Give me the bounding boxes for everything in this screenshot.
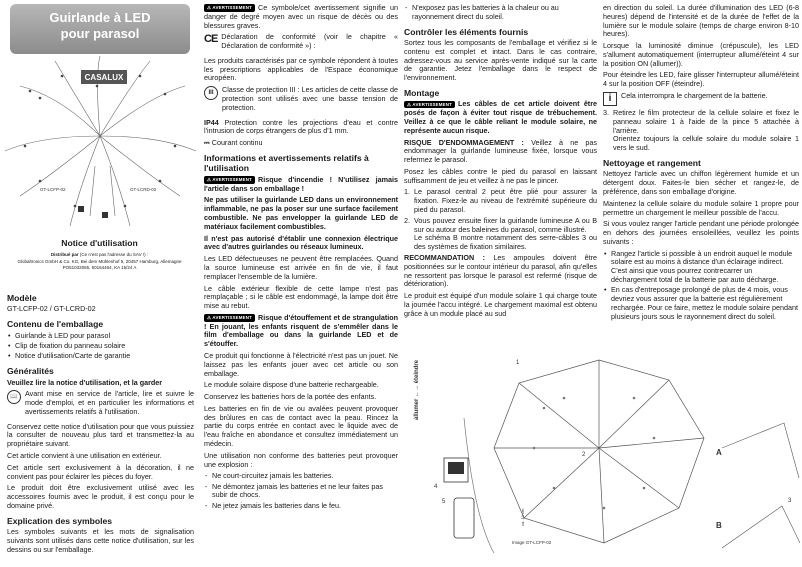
reco-label: RECOMMANDATION : — [404, 252, 485, 262]
solar1-text: Le module solaire dispose d'une batterie rechargeable. — [204, 380, 379, 390]
swallow-text: Les batteries en fin de vie ou avalées peuvent provoquer des brûlures en cas de contact avec la peau. Rincez la partie du corps entrée en contact avec le liquide avec de l'eau fraîche en abondance et consultez immédiatement un médecin. — [204, 403, 398, 448]
warning-badge: ⚠ AVERTISSEMENT — [204, 176, 255, 183]
strang-head: Risque d'étouffement et de strangulation ! En jouant, les enfants risquent de s'emmêler dans le film d'emballage ou dans la guirlande LED et de s'étouffer. — [204, 312, 398, 349]
sym-class: Classe de protection III : Les articles de cette classe de protection sont utilisés avec une basse tension de protection. — [222, 85, 398, 112]
sym-warn: Ce symbole/cet avertissement signifie un danger de degré moyen avec un risque de décès ou des blessures graves. — [204, 3, 398, 30]
list-item: - Ne jetez jamais les batteries dans le feu. — [204, 502, 398, 511]
store-list — [603, 250, 799, 322]
general-p3: Cet article convient à une utilisation en extérieur. — [7, 451, 162, 461]
fig-caption: Image GT-LCFP-02 — [512, 540, 552, 545]
list-item: - Ne court-circuitez jamais les batteries. — [204, 472, 398, 481]
notice-title: Notice d'utilisation — [61, 238, 138, 248]
heading-general: Généralités — [7, 366, 54, 377]
elec-text: Ce produit qui fonctionne à l'électricité n'est pas un jouet. Ne laissez pas les enfants jouer avec cet article ou son emballage. — [204, 350, 398, 378]
column-1 — [0, 0, 199, 567]
model-left-label: GT-LCFP-02 — [40, 187, 66, 192]
heading-contenu: Contenu de l'emballage — [7, 319, 104, 330]
info-text: Cela interrompra le chargement de la batterie. — [621, 91, 768, 101]
misuse-list — [204, 472, 398, 510]
symboles-p: Les symboles suivants et les mots de signalisation suivants sont utilisés dans cette notice d'utilisation, sur les dessins ou sur l'emballage. — [7, 527, 194, 554]
general-p2: Conservez cette notice d'utilisation pour que vous puissiez la consulter de nouveau plus tard et transmettez-la au propriétaire suivant. — [7, 421, 194, 449]
fig-label-B: B — [716, 521, 722, 530]
fig-label-4: 4 — [434, 484, 438, 490]
heading-clean: Nettoyage et rangement — [603, 157, 701, 168]
dc-text: Courant continu — [211, 138, 263, 148]
warning-badge: ⚠ AVERTISSEMENT — [204, 314, 255, 321]
c4-p3: Pour éteindre les LED, faire glisser l'interrupteur allumé/éteint 4 sur la position OFF (éteindre). — [603, 70, 799, 89]
general-p4: Cet article sert exclusivement à la décoration, il ne convient pas pour éclairer les pièces du foyer. — [7, 462, 194, 481]
class-iii-icon: III — [204, 86, 218, 100]
heading-symboles: Explication des symboles — [7, 515, 113, 526]
list-item: • En cas d'entreposage prolongé de plus de 4 mois, vous devriez vous assurer que la batterie est régulièrement rechargée. Pour ce faire, mettez le module solaire pendant plusieurs jours sous le rayonnement direct du soleil. — [603, 286, 799, 321]
umbrella-diagram — [404, 338, 800, 567]
connect-text: Il n'est pas autorisé d'établir une connexion électrique avec d'autres guirlandes ou réseaux lumineux. — [204, 233, 398, 252]
step-3: 3. Retirez le film protecteur de la cellule solaire et fixez le panneau solaire 1 à l'aide de la pince 5 attachée à l'arrière. Orientez toujours la cellule solaire du module solaire 1 vers le sud. — [603, 108, 799, 153]
store-text: Si vous voulez ranger l'article pendant une période prolongée en dehors des journées ensoleillées, veuillez les points suivants : — [603, 219, 799, 246]
cover-title-line1: Guirlande à LED — [49, 10, 151, 25]
place-text: Posez les câbles contre le pied du parasol en laissant suffisamment de jeu et veillez à ne pas le pincer. — [404, 166, 597, 185]
sym-ce: Déclaration de conformité (voir le chapitre « Déclaration de conformité ») : — [221, 32, 398, 51]
step-1: 1. Le parasol central 2 peut être plié pour assurer la fixation. Fixez-le au niveau de l'extrémité supérieure du pied du parasol. — [404, 187, 597, 215]
distrib-codes: PO51032065, 50164464, KA 15/24 A — [62, 264, 137, 270]
cover-title — [10, 4, 190, 54]
info-icon: i — [603, 92, 617, 106]
step-2: 2. Vous pouvez ensuite fixer la guirlande lumineuse A ou B sur ou autour des baleines du parasol, comme illustré. Le schéma B montre notamment des serre-câbles 3 ou des systèmes de fixation similaires. — [404, 215, 597, 252]
clip-shape — [454, 498, 474, 538]
list-item: - Ne démontez jamais les batteries et ne leur faites pas subir de chocs. — [204, 483, 398, 501]
list-item: • Guirlande à LED pour parasol — [7, 332, 194, 341]
general-p5: Le produit doit être exclusivement utilisé avec les accessoires fournis avec le produit, il est conçu pour le domaine privé. — [7, 483, 194, 510]
clean-text: Nettoyez l'article avec un chiffon légèrement humide et un détergent doux. Faites-le bien sécher et rangez-le, de préférence, dans son emballage d'origine. — [603, 169, 799, 196]
list-item: • Clip de fixation du panneau solaire — [7, 342, 194, 351]
solar2-text: Conservez les batteries hors de la portée des enfants. — [204, 392, 377, 402]
led1-text: Les LED défectueuses ne peuvent être remplacées. Quand la source lumineuse est arrivée en fin de vie, il faut remplacer l'ensemble de la lumière. — [204, 254, 398, 281]
list-item: • Rangez l'article si possible à un endroit auquel le module solaire est au moins à distance d'un éclairage indirect. C'est ainsi que vous pourrez contrecarrer un déchargement total de la batterie par auto décharge. — [603, 250, 799, 285]
misuse-text: Une utilisation non conforme des batteries peut provoquer une explosion : — [204, 450, 398, 469]
cover-title-line2: pour parasol — [60, 26, 140, 42]
ip44-text: Protection contre les projections d'eau et contre l'intrusion de corps étrangers de plus d'1 mm. — [204, 117, 398, 136]
contenu-list — [7, 332, 194, 361]
fig-switch-label: allumer ←→ éteindre — [414, 359, 420, 420]
cover-illustration — [0, 56, 199, 234]
reco-text: Les ampoules doivent être positionnées sur le contour intérieur du parasol, afin qu'elles ne ressortent pas lorsque le parasol est refermé (risque de détérioration). — [404, 252, 597, 289]
fig-label-2: 2 — [582, 452, 586, 458]
fire-body: Ne pas utiliser la guirlande LED dans un environnement inflammable, ne pas la poser sur une surface facilement combustible. Ne pas envelopper la guirlande LED de matériaux facilement combustibles. — [204, 195, 398, 231]
list-item: - N'exposez pas les batteries à la chaleur ou au rayonnement direct du soleil. — [404, 4, 597, 22]
fig-label-3: 3 — [788, 498, 792, 504]
model-text: GT-LCFP-02 / GT-LCRD-02 — [7, 304, 96, 314]
distrib-label: Distribué par — [50, 252, 79, 258]
brand-logo: CASALUX — [84, 73, 124, 82]
fig-distance: ca. 10 cm — [520, 508, 525, 526]
fire-head: Risque d'incendie ! N'utilisez jamais l'article dans son emballage ! — [204, 174, 398, 193]
c4-p2: Lorsque la luminosité diminue (crépuscule), les LED s'allument automatiquement (interrupteur allumé/éteint 4 sur la position ON (allumer)). — [603, 41, 799, 68]
cable-warn: Les câbles de cet article doivent être posés de façon à éviter tout risque de trébuchement. Veillez à ce que le câble reliant le module solaire, ne représente aucun risque. — [404, 99, 597, 135]
general-p1: Avant mise en service de l'article, lire et suivre le mode d'emploi, et en particulier les informations et avertissements relatifs à l'utilisation. — [25, 389, 194, 416]
list-item: • Notice d'utilisation/Carte de garantie — [7, 352, 194, 361]
heading-model: Modèle — [7, 293, 37, 303]
solar-module-text: Le produit est équipé d'un module solaire 1 qui charge toute la journée l'accu intégré. Le chargement maximal est obtenu grâce à un module placé au sud — [404, 291, 597, 318]
c4-p1: en direction du soleil. La durée d'illumination des LED (6-8 heures) dépend de l'intensité et de la durée de l'effet de la lumière sur le module solaire (temps de charge environ 8-10 heures). — [603, 3, 799, 39]
damage-label: RISQUE D'ENDOMMAGEMENT : — [404, 137, 524, 147]
ip44-label: IP44 — [204, 117, 219, 127]
damage-text: Veillez à ne pas endommager la guirlande lumineuse fixée, lorsque vous refermez le parasol. — [404, 137, 597, 165]
sym-ce2: Les produits caractérisés par ce symbole répondent à toutes les prescriptions applicables de l'Espace économique européen. — [204, 55, 398, 83]
heading-montage: Montage — [404, 87, 440, 98]
distrib-address: Globaltronics GmbH & Co. KG, Bei dem Mühlenhof 5, 20457 Hamburg, Allemagne — [17, 258, 182, 264]
model-right-label: GT-LCRD-02 — [130, 187, 157, 192]
dc-icon: ⎓ — [204, 138, 210, 148]
distrib-note: (Ce n'est pas l'adresse du SAV !) : — [79, 252, 149, 258]
clean2-text: Maintenez la cellule solaire du module solaire 1 propre pour permettre un chargement le meilleur possible de l'accu. — [603, 198, 799, 217]
led2-text: Le câble extérieur flexible de cette lampe n'est pas remplaçable ; si le câble est endommagé, la lampe doit être mise au rebut. — [204, 283, 398, 311]
ce-icon: CE — [204, 33, 218, 46]
read-manual-icon: 📖 — [7, 390, 21, 404]
read-notice: Veuillez lire la notice d'utilisation, et la garder — [7, 377, 163, 387]
warning-badge: ⚠ AVERTISSEMENT — [404, 101, 455, 108]
heading-info: Informations et avertissements relatifs à l'utilisation — [204, 152, 369, 174]
column-2 — [204, 0, 398, 567]
heading-control: Contrôler les éléments fournis — [404, 26, 529, 37]
control-text: Sortez tous les composants de l'emballage et vérifiez si le contenu est complet et intact. Dans le cas contraire, adressez-vous au service après-vente indiqué sur la carte de garantie. Jetez l'emballage dans le respect de l'environnement. — [404, 38, 597, 83]
warning-badge: ⚠ AVERTISSEMENT — [204, 4, 255, 11]
fig-label-1: 1 — [516, 360, 520, 366]
fig-label-5: 5 — [442, 499, 446, 505]
fig-label-A: A — [716, 448, 722, 457]
